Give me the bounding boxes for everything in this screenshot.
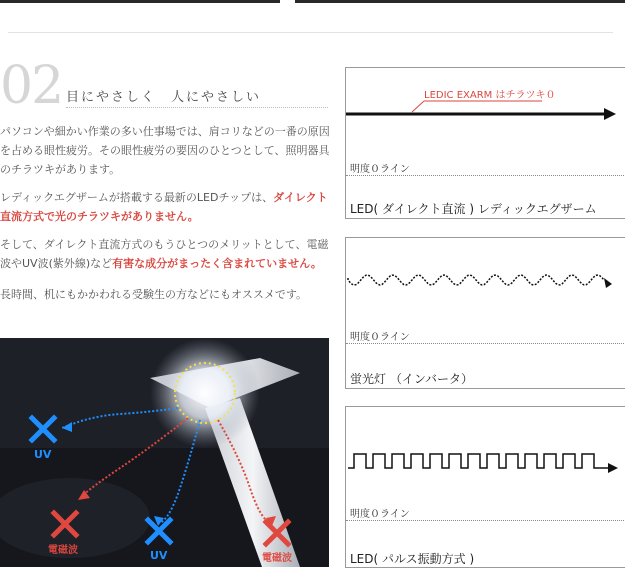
em-right-label: 電磁波	[262, 553, 292, 564]
waveform-square	[346, 407, 625, 567]
paragraph-recommend: 長時間、机にもかかわれる受験生の方などにもオススメです。	[0, 288, 308, 301]
em-left-label: 電磁波	[48, 545, 78, 556]
zero-line	[346, 175, 625, 176]
top-divider-left	[0, 0, 280, 3]
waveform-panel-fluorescent	[345, 237, 625, 389]
highlight-no-flicker: ダイレクト直流方式で光のチラツキがありません。	[0, 191, 328, 223]
panel-caption: LED( パルス振動方式 )	[350, 552, 475, 566]
heading-underline	[66, 107, 328, 108]
light-glow	[150, 338, 260, 448]
uv-mid-label: UV	[150, 549, 168, 562]
highlight-no-harmful: 有害な成分がまったく含まれていません。	[112, 257, 322, 270]
panel-caption: LED( ダイレクト直流 ) レディックエグザーム	[350, 202, 597, 216]
uv-left-label: UV	[34, 448, 52, 461]
zero-line-label: 明度０ライン	[350, 164, 410, 175]
waveform-panel-led-direct	[345, 67, 625, 219]
lamp-photo	[0, 338, 329, 567]
section-heading: 目にやさしく 人にやさしい	[66, 90, 262, 105]
section-number: 02	[0, 56, 63, 116]
panel-caption: 蛍光灯 （インバータ）	[350, 372, 473, 386]
zero-line	[346, 520, 625, 521]
flicker-zero-callout: LEDIC EXARM はチラツキ０	[424, 90, 556, 101]
paragraph-led-chip	[0, 188, 330, 226]
waveform-sine	[346, 238, 625, 388]
zero-line	[346, 343, 625, 344]
section-rule	[8, 32, 613, 33]
top-divider-right	[295, 0, 625, 3]
zero-line-label: 明度０ライン	[350, 509, 410, 520]
paragraph-eye-strain: パソコンや細かい作業の多い仕事場では、肩コリなどの一番の原因を占める眼性疲労。その眼性疲労の要因のひとつとして、照明器具のチラツキがあります。	[0, 125, 330, 176]
paragraph-text: レディックエグザームが搭載する最新のLEDチップは、	[0, 191, 274, 204]
paragraph-text: そして、ダイレクト直流方式のもうひとつのメリットとして、電磁波やUV波(紫外線)など	[0, 238, 329, 270]
waveform-panel-led-pulse	[345, 406, 625, 568]
paragraph-no-harmful	[0, 235, 330, 273]
zero-line-label: 明度０ライン	[350, 332, 410, 343]
lamp-illustration	[0, 338, 329, 567]
